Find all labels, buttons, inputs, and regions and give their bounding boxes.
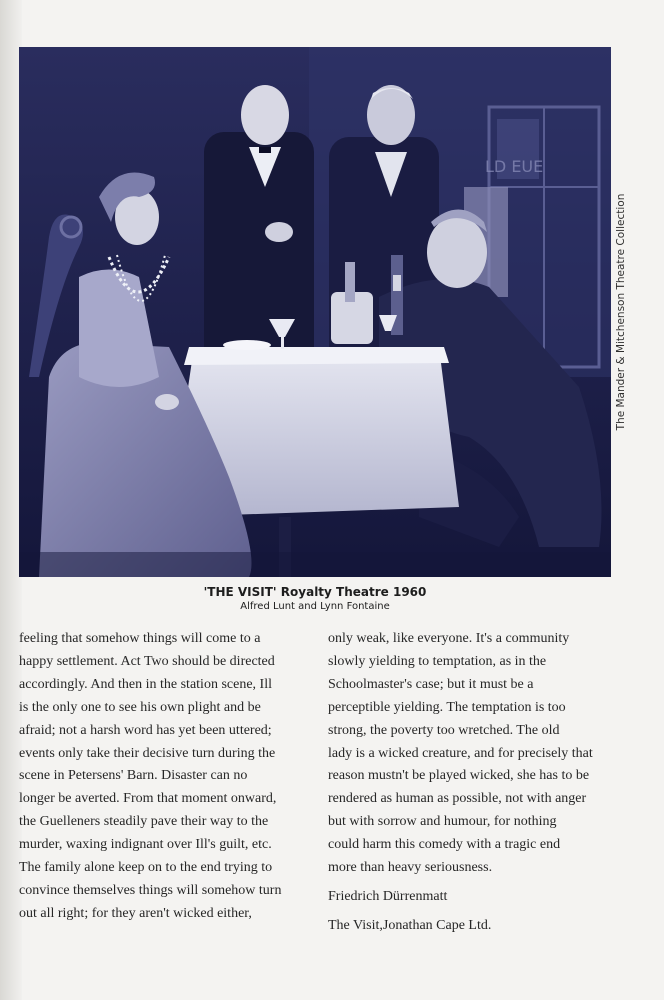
text-line: feeling that somehow things will come to a [19,631,261,646]
text-line: lady is a wicked creature, and for precisely that [328,745,593,761]
photo-credit: The Mander & Mitchenson Theatre Collection [615,193,627,431]
text-line: is the only one to see his own plight and be [19,699,261,715]
text-line: convince themselves things will somehow turn [19,882,282,898]
stage-photo [19,47,611,577]
text-column-left [19,628,297,926]
caption-subtitle: Alfred Lunt and Lynn Fontaine [240,601,390,612]
stage-photo-illustration [19,47,611,577]
text-line: strong, the poverty too wretched. The old [328,722,560,738]
text-line: reason mustn't be played wicked, she has to be [328,768,590,784]
text-line: accordingly. And then in the station scene, Ill [19,676,272,692]
text-line: only weak, like everyone. It's a community [328,631,570,646]
text-line: murder, waxing indignant over Ill's guilt, etc. [19,837,272,853]
author-signature: Friedrich Dürrenmatt [328,888,448,904]
text-line: Schoolmaster's case; but it must be a [328,676,534,692]
caption-title: 'THE VISIT' Royalty Theatre 1960 [203,585,427,599]
text-line: perceptible yielding. The temptation is too [328,699,566,715]
text-line: out all right; for they aren't wicked either, [19,905,252,921]
svg-text:LD EUE: LD EUE [485,157,544,176]
text-line: events only take their decisive turn during the [19,745,276,761]
text-line: the Guelleners steadily pave their way to the [19,814,269,830]
text-line: scene in Petersens' Barn. Disaster can no [19,768,248,784]
text-line: more than heavy seriousness. [328,860,493,876]
text-line: but with sorrow and humour, for nothing [328,814,557,830]
photo-caption [19,584,611,614]
text-line: longer be averted. From that moment onward, [19,791,277,807]
text-line: happy settlement. Act Two should be directed [19,653,275,669]
text-line: afraid; not a harsh word has yet been uttered; [19,722,272,738]
text-line: rendered as human as possible, not with anger [328,791,587,807]
text-line: The family alone keep on to the end trying to [19,860,273,876]
text-column-right [328,628,618,938]
text-line: could harm this comedy with a tragic end [328,837,561,853]
text-line: slowly yielding to temptation, as in the [328,653,547,669]
source-citation: The Visit,Jonathan Cape Ltd. [328,917,492,933]
